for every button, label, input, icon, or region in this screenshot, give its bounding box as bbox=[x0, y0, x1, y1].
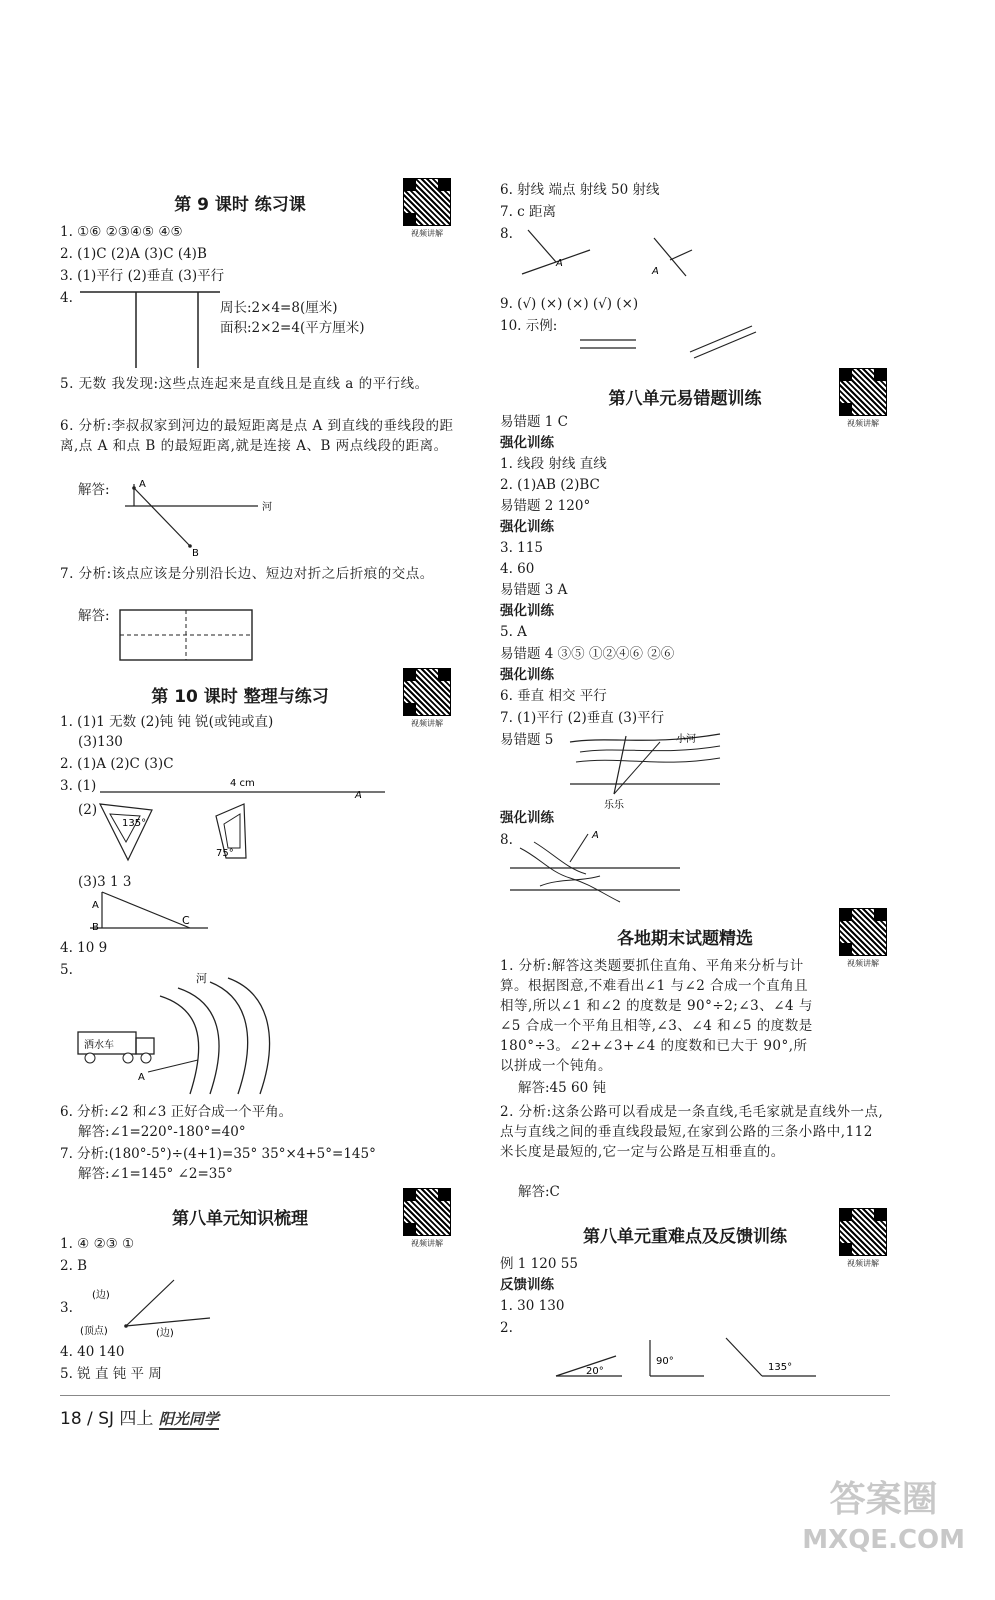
point-b-label: B bbox=[92, 922, 99, 933]
person-label: 乐乐 bbox=[604, 800, 624, 811]
answer-line: 6. 分析:∠2 和∠3 正好合成一个平角。 bbox=[60, 1104, 293, 1120]
footer-rule bbox=[60, 1395, 890, 1396]
section-title-error-prone: 第八单元易错题训练 bbox=[608, 389, 762, 409]
qr-code-key-points[interactable] bbox=[836, 1208, 890, 1268]
answer-line: 10. 示例: bbox=[500, 318, 558, 334]
parallel-lines-figure bbox=[580, 318, 780, 358]
answer-line: 解答:45 60 钝 bbox=[518, 1080, 606, 1096]
answer-line: 7. 分析:(180°-5°)÷(4+1)=35° 35°×4+5°=145° bbox=[60, 1146, 376, 1162]
edge-label: (边) bbox=[156, 1328, 174, 1339]
answer-line: 4. 10 9 bbox=[60, 940, 108, 956]
answer-line: 易错题 3 A bbox=[500, 582, 568, 598]
qr-code-knowledge[interactable] bbox=[400, 1188, 454, 1248]
answer-line: 2. B bbox=[60, 1258, 88, 1274]
point-a-label: A bbox=[355, 790, 362, 801]
page-number: 18 bbox=[60, 1409, 82, 1429]
sub-heading: 强化训练 bbox=[500, 667, 554, 683]
answer-paragraph: 2. 分析:这条公路可以看成是一条直线,毛毛家就是直线外一点,点与直线之间的垂直线段最短,在家到公路的三条小路中,112 米长度是最短的,它一定与公路是互相垂直的。 bbox=[500, 1104, 884, 1160]
square-figure bbox=[80, 290, 230, 370]
qr-caption: 视频讲解 bbox=[411, 719, 443, 728]
watermark-title: 答案圈 bbox=[829, 1479, 938, 1520]
qr-code-icon bbox=[839, 368, 887, 416]
perimeter-text: 周长:2×4=8(厘米) bbox=[220, 300, 338, 316]
answer-line: (3)130 bbox=[78, 734, 123, 750]
answer-line: 1. 线段 射线 直线 bbox=[500, 456, 607, 472]
answer-line: 9. (√) (×) (×) (√) (×) bbox=[500, 296, 639, 312]
section-title-knowledge: 第八单元知识梳理 bbox=[172, 1209, 308, 1229]
answer-line: 7. c 距离 bbox=[500, 204, 557, 220]
section-title-key-points: 第八单元重难点及反馈训练 bbox=[583, 1227, 787, 1247]
site-watermark bbox=[802, 1480, 965, 1560]
angle-135-label: 135° bbox=[122, 818, 147, 829]
triangle-ruler-figures bbox=[100, 800, 300, 870]
answer-line: 易错题 4 ③⑤ ①②④⑥ ②⑥ bbox=[500, 646, 675, 662]
answer-line: (3)3 1 3 bbox=[78, 874, 132, 890]
left-column bbox=[60, 178, 460, 1388]
perpendicular-figures bbox=[520, 224, 740, 284]
qr-code-final-exam[interactable] bbox=[836, 908, 890, 968]
point-a-label: A bbox=[92, 900, 99, 911]
area-text: 面积:2×2=4(平方厘米) bbox=[220, 320, 365, 336]
qr-code-lesson9[interactable] bbox=[400, 178, 454, 238]
angle-20-label: 20° bbox=[586, 1366, 604, 1377]
watermark-url: MXQE.COM bbox=[802, 1525, 965, 1555]
right-triangle-figure bbox=[90, 886, 230, 934]
point-a-label: A bbox=[556, 258, 563, 269]
truck-label: 洒水车 bbox=[84, 1040, 114, 1051]
answer-line: 3. bbox=[60, 1300, 73, 1316]
vertex-label: (顶点) bbox=[80, 1326, 108, 1337]
answer-line: 易错题 1 C bbox=[500, 414, 569, 430]
answer-line: 8. bbox=[500, 832, 513, 848]
answer-line: 5. bbox=[60, 962, 73, 978]
qr-code-icon bbox=[403, 668, 451, 716]
crossing-river-figure bbox=[510, 828, 690, 908]
angle-parts-figure bbox=[78, 1276, 278, 1342]
answer-label: 解答: bbox=[78, 608, 110, 624]
edge-label: (边) bbox=[92, 1290, 110, 1301]
answer-number: 4. bbox=[60, 290, 73, 306]
answer-line: 解答:C bbox=[518, 1184, 560, 1200]
answer-line: 8. bbox=[500, 226, 513, 242]
answer-line: 5. 锐 直 钝 平 周 bbox=[60, 1366, 162, 1382]
point-a-label: A bbox=[139, 479, 146, 490]
answer-line: 1. ①⑥ ②③④⑤ ④⑤ bbox=[60, 224, 183, 240]
qr-code-icon bbox=[839, 908, 887, 956]
angle-75-label: 75° bbox=[216, 848, 234, 859]
qr-caption: 视频讲解 bbox=[411, 1239, 443, 1248]
qr-code-icon bbox=[839, 1208, 887, 1256]
brand-logo: 阳光同学 bbox=[158, 1410, 219, 1428]
angle-135-label: 135° bbox=[768, 1362, 793, 1373]
qr-code-icon bbox=[403, 1188, 451, 1236]
ray-4cm-figure bbox=[100, 776, 390, 800]
sub-heading: 反馈训练 bbox=[500, 1277, 554, 1293]
answer-line: 1. ④ ②③ ① bbox=[60, 1236, 135, 1252]
section-title-lesson9: 第 9 课时 练习课 bbox=[174, 195, 306, 215]
answer-line: (2) bbox=[78, 802, 98, 818]
section-title-final-exam: 各地期末试题精选 bbox=[617, 929, 753, 949]
perpendicular-river-figure bbox=[120, 478, 290, 558]
section-title-lesson10: 第 10 课时 整理与练习 bbox=[151, 687, 329, 707]
qr-code-icon bbox=[403, 178, 451, 226]
point-a-label: A bbox=[652, 266, 659, 277]
point-a-label: A bbox=[138, 1072, 145, 1083]
answer-line: 易错题 5 bbox=[500, 732, 554, 748]
sub-heading: 强化训练 bbox=[500, 603, 554, 619]
angle-drawings-figure bbox=[556, 1334, 836, 1384]
answer-line: 解答:∠1=220°-180°=40° bbox=[78, 1124, 246, 1140]
point-a-label: A bbox=[592, 830, 599, 841]
qr-caption: 视频讲解 bbox=[847, 959, 879, 968]
answer-line: 例 1 120 55 bbox=[500, 1256, 578, 1272]
point-c-label: C bbox=[182, 914, 190, 927]
answer-line: 1. (1)1 无数 (2)钝 钝 锐(或钝或直) bbox=[60, 714, 274, 730]
sub-heading: 强化训练 bbox=[500, 435, 554, 451]
sub-heading: 强化训练 bbox=[500, 519, 554, 535]
footer-separator: / bbox=[87, 1409, 93, 1429]
answer-line: 2. (1)C (2)A (3)C (4)B bbox=[60, 246, 207, 262]
river-path-figure bbox=[570, 732, 730, 810]
length-label: 4 cm bbox=[230, 778, 255, 789]
answer-line: 2. bbox=[500, 1320, 513, 1336]
river-label: 河 bbox=[262, 502, 272, 513]
answer-paragraph: 1. 分析:解答这类题要抓住直角、平角来分析与计算。根据图意,不难看出∠1 与∠2 合成一个直角且相等,所以∠1 和∠2 的度数是 90°÷2;∠3、∠4 与∠5 合成一个平角且相等,∠3、∠4 和∠5 的度数是 180°÷3。∠2+∠3+∠4 的度数和已大于 90°,所以拼成一个钝角。 bbox=[500, 958, 813, 1074]
book-code: SJ 四上 bbox=[98, 1409, 154, 1429]
page-footer bbox=[60, 1404, 219, 1429]
answer-line: 易错题 2 120° bbox=[500, 498, 591, 514]
river-label: 小河 bbox=[676, 734, 696, 745]
answer-line: 解答:∠1=145° ∠2=35° bbox=[78, 1166, 233, 1182]
river-truck-figure bbox=[78, 968, 328, 1098]
river-label: 河 bbox=[196, 972, 207, 985]
qr-code-error-prone[interactable] bbox=[836, 368, 890, 428]
qr-caption: 视频讲解 bbox=[847, 1259, 879, 1268]
answer-line: 6. 垂直 相交 平行 bbox=[500, 688, 607, 704]
qr-code-lesson10[interactable] bbox=[400, 668, 454, 728]
answer-paragraph: 7. 分析:该点应该是分别沿长边、短边对折之后折痕的交点。 bbox=[60, 566, 434, 582]
folded-rectangle-figure bbox=[120, 610, 260, 666]
sub-heading: 强化训练 bbox=[500, 810, 554, 826]
qr-caption: 视频讲解 bbox=[847, 419, 879, 428]
answer-line: 2. (1)AB (2)BC bbox=[500, 477, 600, 493]
answer-line: 5. A bbox=[500, 624, 527, 640]
answer-paragraph: 6. 分析:李叔叔家到河边的最短距离是点 A 到直线的垂线段的距离,点 A 和点 B 的最短距离,就是连接 A、B 两点线段的距离。 bbox=[60, 418, 454, 454]
point-b-label: B bbox=[192, 548, 199, 559]
answer-line: 4. 60 bbox=[500, 561, 535, 577]
answer-line: 3. (1) bbox=[60, 778, 97, 794]
answer-line: 3. 115 bbox=[500, 540, 543, 556]
answer-line: 2. (1)A (2)C (3)C bbox=[60, 756, 174, 772]
answer-line: 3. (1)平行 (2)垂直 (3)平行 bbox=[60, 268, 225, 284]
answer-line: 7. (1)平行 (2)垂直 (3)平行 bbox=[500, 710, 665, 726]
answer-label: 解答: bbox=[78, 482, 110, 498]
right-column bbox=[500, 178, 905, 1388]
qr-caption: 视频讲解 bbox=[411, 229, 443, 238]
angle-90-label: 90° bbox=[656, 1356, 674, 1367]
answer-paragraph: 5. 无数 我发现:这些点连起来是直线且是直线 a 的平行线。 bbox=[60, 376, 429, 392]
answer-line: 6. 射线 端点 射线 50 射线 bbox=[500, 182, 660, 198]
answer-line: 1. 30 130 bbox=[500, 1298, 565, 1314]
answer-line: 4. 40 140 bbox=[60, 1344, 125, 1360]
